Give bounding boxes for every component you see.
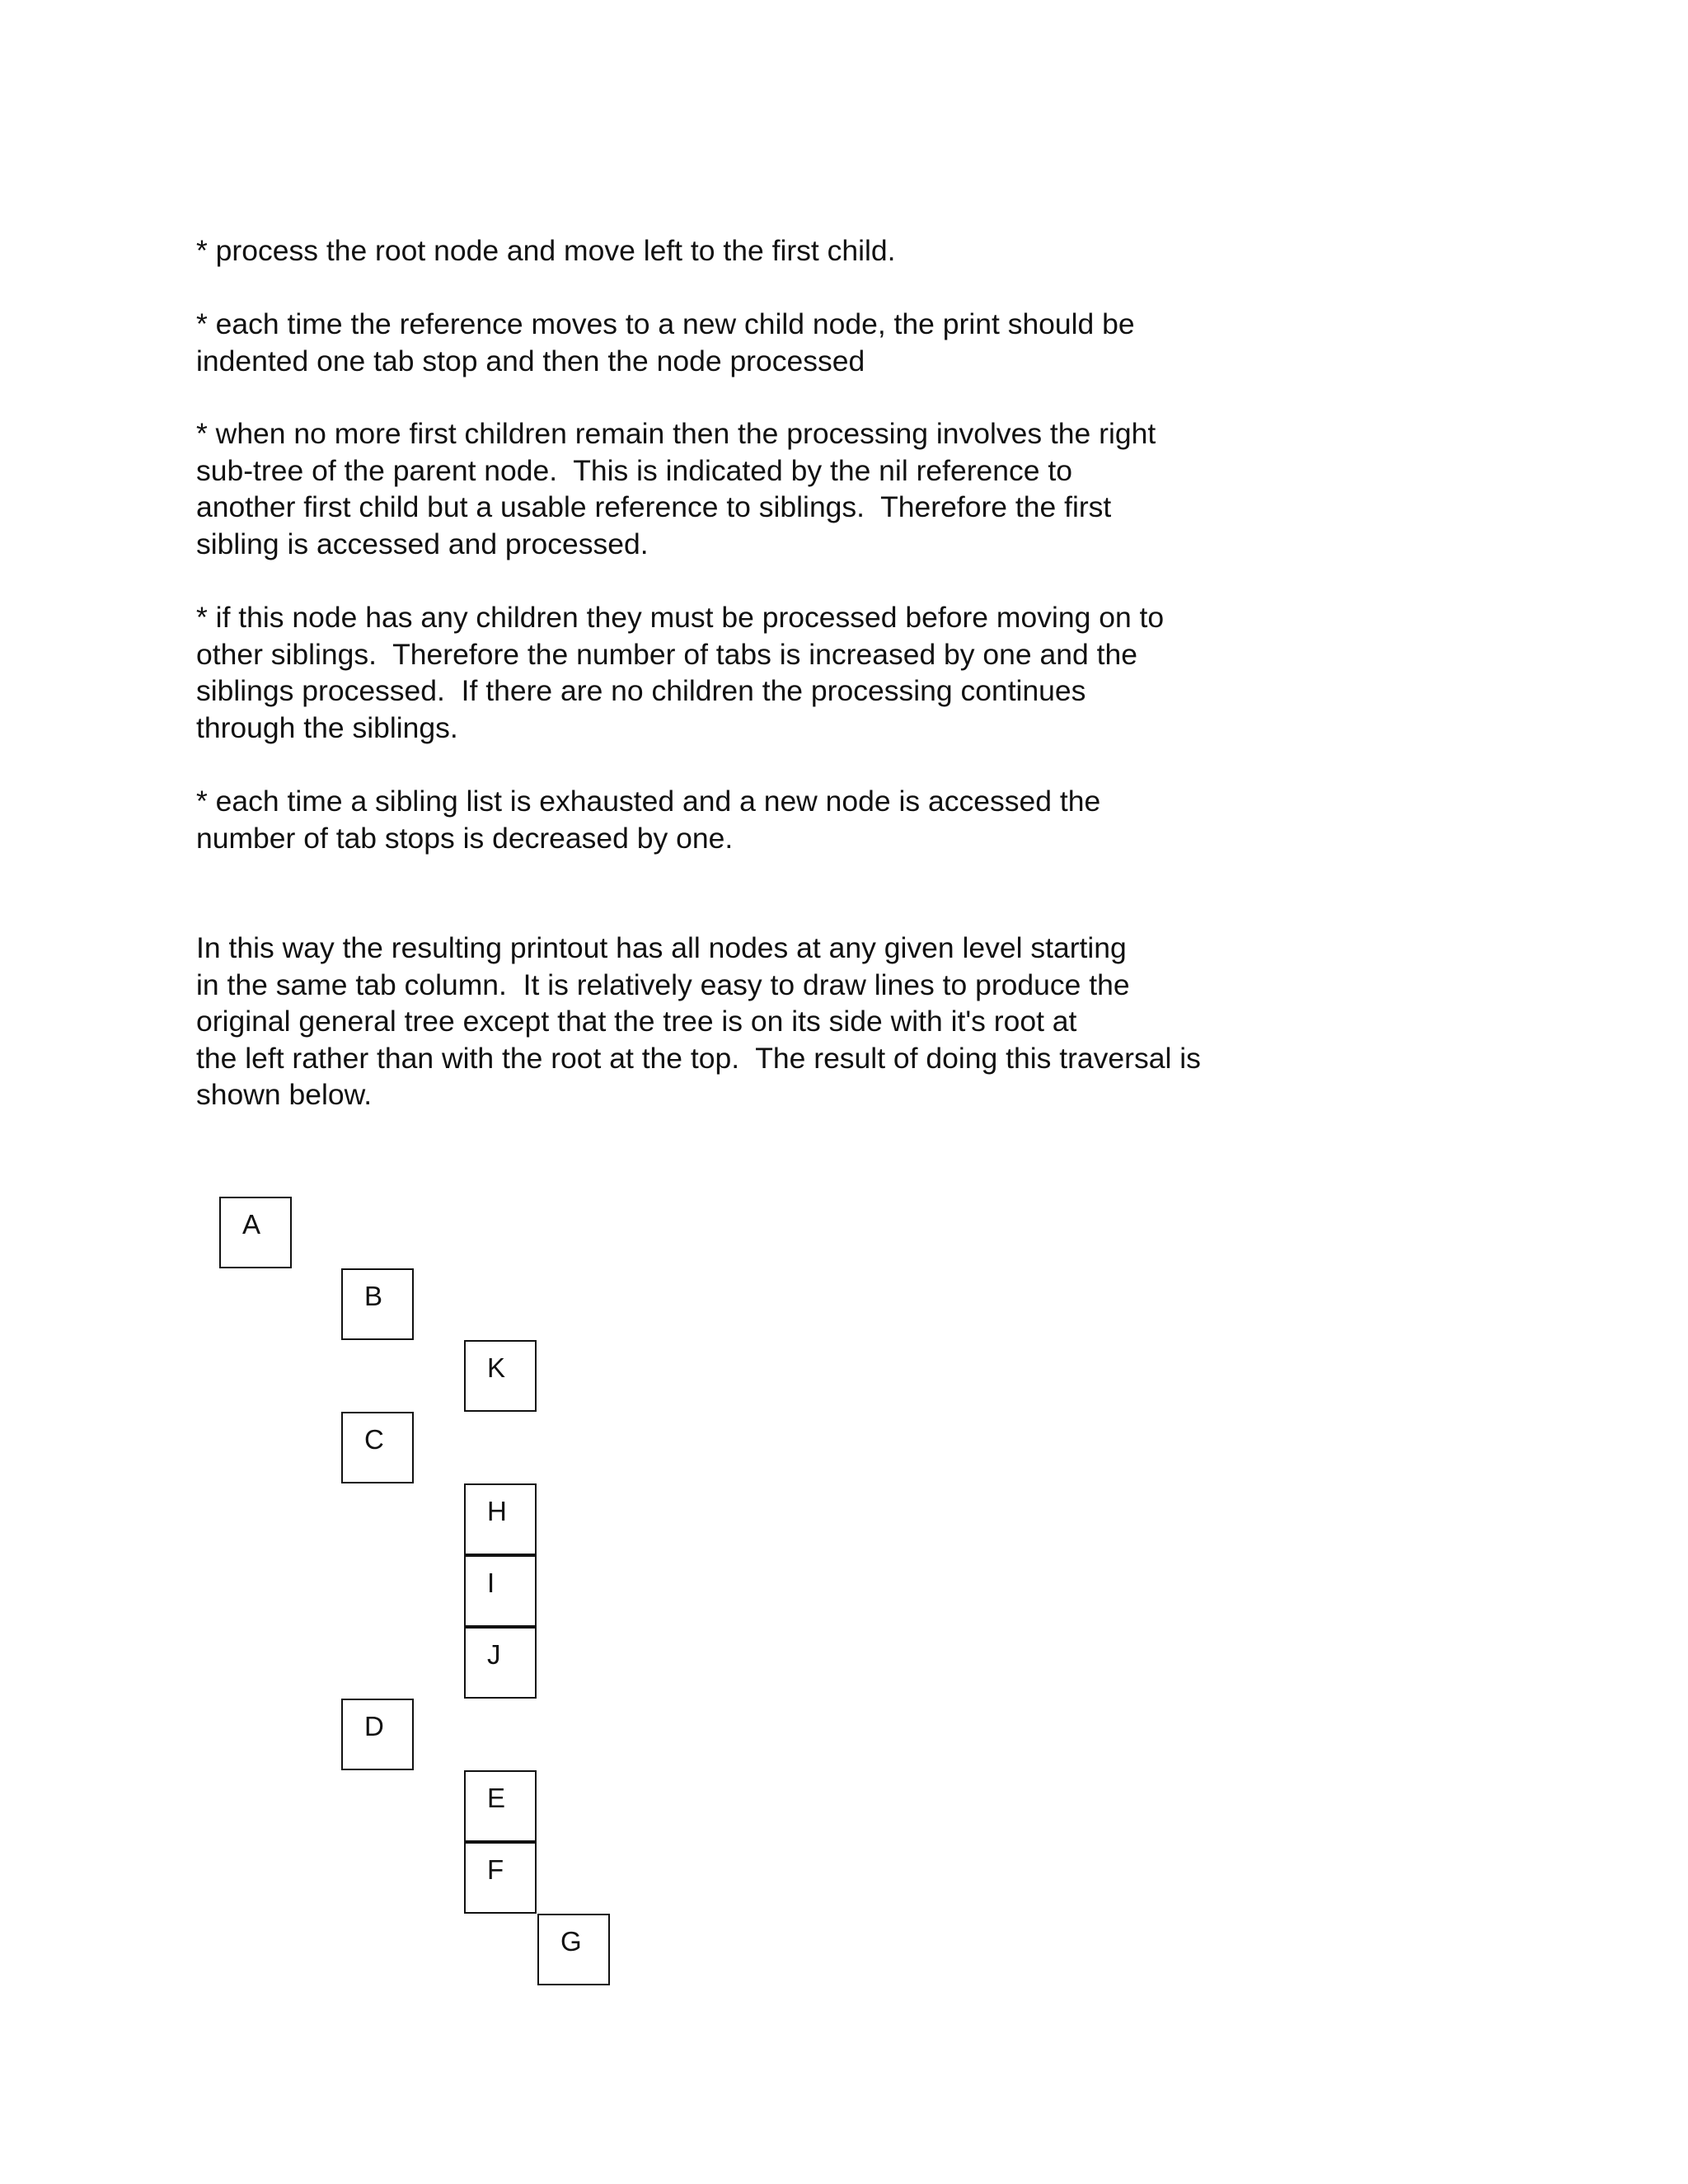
text-line: sub-tree of the parent node. This is indicated by the nil reference to: [196, 453, 1073, 487]
paragraph-sibling-exhausted: [196, 783, 1284, 856]
text-line: * process the root node and move left to the first child.: [196, 234, 896, 267]
tree-node-label: E: [487, 1783, 506, 1813]
tree-node-box: [537, 1914, 610, 1985]
tree-node-label: F: [487, 1854, 504, 1885]
text-line: siblings processed. If there are no children the processing continues: [196, 674, 1086, 708]
paragraph-children-first: [196, 599, 1284, 746]
tree-node-label: A: [242, 1209, 261, 1240]
paragraph-right-subtree: [196, 415, 1284, 562]
tree-node-box: [464, 1842, 537, 1914]
tree-node-label: B: [364, 1281, 383, 1311]
text-line: sibling is accessed and processed.: [196, 527, 649, 560]
tree-node-box: [464, 1770, 537, 1842]
tree-node-box: [219, 1197, 292, 1268]
text-line: original general tree except that the tree is on its side with it's root at: [196, 1005, 1077, 1038]
tree-node-box: [464, 1340, 537, 1412]
text-line: in the same tab column. It is relatively easy to draw lines to produce the: [196, 968, 1130, 1001]
text-line: the left rather than with the root at the top. The result of doing this traversal is: [196, 1041, 1201, 1075]
tree-node-box: [464, 1483, 537, 1555]
tree-node-label: G: [560, 1926, 582, 1957]
tree-node-box: [341, 1412, 414, 1483]
text-line: In this way the resulting printout has all nodes at any given level starting: [196, 931, 1127, 964]
text-line: shown below.: [196, 1078, 373, 1112]
tree-node-box: [464, 1627, 537, 1699]
text-line: other siblings. Therefore the number of tabs is increased by one and the: [196, 637, 1137, 671]
text-line: * if this node has any children they must be processed before moving on to: [196, 601, 1165, 634]
text-line: through the siblings.: [196, 710, 458, 744]
tree-node-label: I: [487, 1568, 495, 1598]
tree-node-label: D: [364, 1711, 384, 1741]
tree-node-box: [341, 1699, 414, 1770]
tree-node-label: K: [487, 1352, 506, 1383]
text-line: * each time a sibling list is exhausted and a new node is accessed the: [196, 785, 1101, 818]
paragraph-result-summary: [196, 930, 1284, 1113]
text-line: * when no more first children remain then the processing involves the right: [196, 417, 1156, 450]
text-line: indented one tab stop and then the node processed: [196, 344, 865, 377]
tree-node-label: J: [487, 1639, 501, 1670]
tree-node-box: [341, 1268, 414, 1340]
tree-node-box: [464, 1555, 537, 1627]
paragraph-child-indent: [196, 306, 1284, 379]
text-line: * each time the reference moves to a new child node, the print should be: [196, 307, 1135, 340]
text-line: number of tab stops is decreased by one.: [196, 821, 734, 855]
tree-node-label: C: [364, 1424, 384, 1455]
tree-node-label: H: [487, 1496, 507, 1526]
paragraph-process-root: [196, 232, 1284, 269]
text-line: another first child but a usable reference to siblings. Therefore the first: [196, 490, 1112, 524]
